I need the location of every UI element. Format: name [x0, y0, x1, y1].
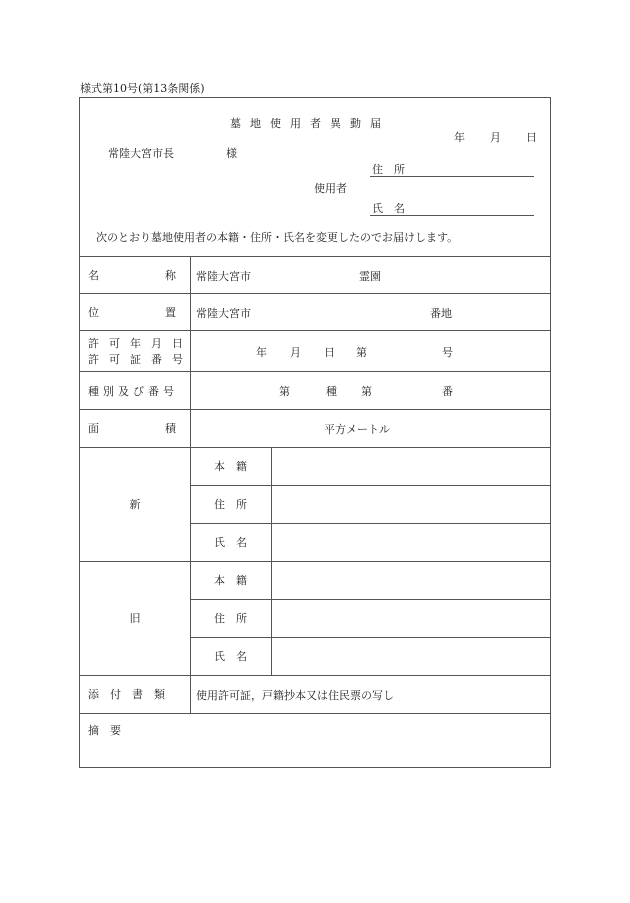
area-unit: 平方メートル — [324, 423, 390, 436]
name-label: 氏 名 — [372, 202, 405, 215]
permit-year: 年 — [256, 346, 267, 359]
notification-form — [79, 97, 551, 768]
permit-month: 月 — [290, 346, 301, 359]
type-dai2: 第 — [361, 385, 372, 398]
new-address-label-text: 住 所 — [214, 498, 247, 511]
location-suffix: 番地 — [430, 307, 452, 320]
rule — [80, 330, 550, 331]
type-shu: 種 — [326, 385, 337, 398]
old-domicile-label-text: 本 籍 — [214, 574, 247, 587]
new-name-label — [190, 523, 271, 561]
permit-no-prefix: 第 — [356, 346, 367, 359]
rule — [80, 371, 550, 372]
new-domicile-label-text: 本 籍 — [214, 460, 247, 473]
old-group-label — [80, 561, 190, 675]
statement: 次のとおり墓地使用者の本籍・住所・氏名を変更したのでお届けします。 — [96, 231, 459, 244]
name-row-label-text: 名 称 — [88, 268, 176, 282]
honorific: 様 — [226, 147, 237, 160]
name-city: 常陸大宮市 — [196, 270, 251, 283]
location-city: 常陸大宮市 — [196, 307, 251, 320]
date-day: 日 — [526, 131, 537, 144]
old-name-label — [190, 637, 271, 675]
location-row-label — [88, 293, 182, 330]
addressee: 常陸大宮市長 — [108, 147, 174, 160]
type-dai1: 第 — [279, 385, 290, 398]
type-ban: 番 — [442, 385, 453, 398]
date-year: 年 — [454, 131, 465, 144]
date-month: 月 — [490, 131, 501, 144]
old-domicile-label — [190, 561, 271, 599]
form-title: 墓地使用者異動届 — [230, 117, 390, 130]
new-group-label — [80, 447, 190, 561]
old-address-label-text: 住 所 — [214, 612, 247, 625]
name-underline — [370, 215, 534, 216]
attachments-row-label-text: 添 付 書 類 — [88, 688, 165, 701]
sublabel-column-divider — [271, 447, 272, 675]
permit-label-line2: 許可証番号 — [88, 353, 193, 366]
summary-label: 摘 要 — [88, 724, 121, 737]
new-domicile-label — [190, 447, 271, 485]
old-group-label-text: 旧 — [129, 612, 141, 625]
new-group-label-text: 新 — [129, 498, 141, 511]
user-label: 使用者 — [314, 182, 347, 195]
rule — [80, 713, 550, 714]
name-row-label — [88, 256, 182, 293]
area-row-label — [88, 409, 182, 447]
permit-day: 日 — [324, 346, 335, 359]
area-row-label-text: 面 積 — [88, 422, 176, 435]
name-suffix: 霊園 — [359, 270, 381, 283]
address-label: 住 所 — [372, 163, 405, 176]
form-number: 様式第10号(第13条関係) — [80, 82, 205, 95]
type-row-label: 種別及び番号 — [88, 385, 178, 398]
old-name-label-text: 氏 名 — [214, 650, 247, 663]
address-underline — [370, 176, 534, 177]
new-name-label-text: 氏 名 — [214, 536, 247, 549]
old-address-label — [190, 599, 271, 637]
location-row-label-text: 位 置 — [88, 305, 176, 319]
attachments-value: 使用許可証，戸籍抄本又は住民票の写し — [196, 689, 394, 702]
permit-no-suffix: 号 — [442, 346, 453, 359]
permit-label-line1: 許可年月日 — [88, 337, 193, 350]
new-address-label — [190, 485, 271, 523]
attachments-row-label — [88, 675, 188, 713]
